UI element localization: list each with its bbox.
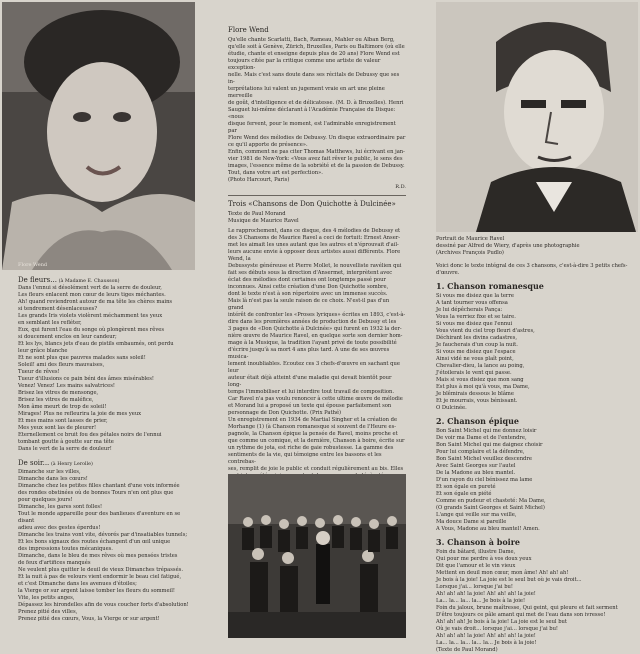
essay-line: dont le texte n'est à son répertoire avec un immense succès. [228, 291, 388, 297]
lyric-line: Je lui dépêcherais Pança: [436, 307, 503, 313]
poem-line: Les grands Iris violets violèrent méchamment tes yeux [18, 313, 163, 320]
lyric-line: La... la... la... la... la... Je bois à la joie! [436, 640, 537, 646]
lyric-line: Mais si vous disiez que mon sang [436, 377, 524, 383]
lyric-line: Pour lui complaire et la défendre, [436, 449, 525, 455]
author-initials: R.D. [395, 184, 406, 190]
poem-line: Et les lys, blancs jets d'eau de pistils embaumés, ont perdu [18, 341, 174, 348]
bio-line: de goût, d'intelligence et de délicatesse. (M. D. à Bruxelles). Henri [228, 100, 404, 106]
bio-line: vier 1981 de New-York: «Vous avez fait rêver le public, le sens des [228, 156, 403, 162]
song-title: 1. Chanson romanesque [436, 281, 544, 291]
bio-line: (Photo Harcourt, Paris) [228, 177, 290, 183]
essay-line: un rythme de jota, est riche de gaie robustesse. La gamme des [228, 445, 394, 451]
poem-line: Brisez les vitres de maléfice, [18, 397, 94, 404]
essay-line: fait ses débuts sous la direction d'Ansermet, interprètent avec [228, 270, 393, 276]
poem-line: la Vierge or sur argent laisse tomber les fleurs du sommeil! [18, 587, 175, 594]
bio-line: qu'elle soit à Genève, Zürich, Bruxelles, Paris ou Baltimore (où elle [228, 44, 405, 50]
essay-line: auteur était déjà atteint d'une maladie qui devait bientôt pour long- [228, 375, 392, 388]
lyric-line: Bon Saint Michel qui me donnez loisir [436, 428, 537, 434]
poem-line: adieu avec des gestes éperdus! [18, 524, 101, 531]
biography-text [228, 37, 406, 184]
poem-line: Dimanche les trains vont vite, dévorés par d'insatiables tunnels; [18, 531, 188, 538]
lyric-line: Mettent en deuil mon cœur, mon âme! Ah! ah! ah! [436, 570, 569, 576]
poem-title: De soir... [18, 459, 50, 468]
poem-line: Ne veulent plus quitter le deuil de vieux Dimanches trépassés. [18, 566, 183, 573]
song-lyrics [436, 549, 632, 654]
portrait-caption: Portrait de Maurice Ravel [436, 236, 505, 242]
essay-text [228, 228, 406, 487]
essay-line: leurs aucune envie à opposer deux artistes aussi différents. Flore Wend, la [228, 249, 401, 262]
lyric-line: Vous vient du ciel trop fleuri d'astres, [436, 328, 535, 334]
lyric-line: Déchirant les divins cadastres, [436, 335, 518, 341]
poem-line: Mon âme meurt de trop de soleil! [18, 404, 107, 411]
essay-line: temps l'immobiliser et lui interdire tout travail de composition. [228, 389, 395, 395]
lyric-line: De voir ma Dame et de l'entendre, [436, 435, 527, 441]
lyric-line: D'un rayon du ciel bénissez ma lame [436, 477, 533, 483]
bio-line: terprétations lui valent un jugement vraie en art une pleine merveille [228, 86, 385, 99]
divider [228, 195, 406, 196]
music-credit: Musique de Maurice Ravel [228, 218, 299, 224]
lyric-line: Qui pour me perdre à vos doux yeux [436, 556, 532, 562]
song-title: 2. Chanson épique [436, 416, 519, 426]
poem-line: Mirages! Plus ne refleurira la joie de mes yeux [18, 411, 142, 418]
lyric-line: Ainsi vidé ne vous plaît point, [436, 356, 514, 362]
lyric-line: Je blêmirais dessous le blâme [436, 391, 514, 397]
poem-line: tombant goutte à goutte sur ma tête [18, 439, 114, 446]
bio-line: ce qu'il apporte de présence». [228, 142, 308, 148]
flore-wend-photo [2, 2, 195, 270]
bio-line: Qu'elle chante Scarlatti, Bach, Rameau, Mahler ou Alban Berg, [228, 37, 395, 43]
poem-line: Dimanche sur les villes, [18, 468, 81, 475]
essay-line: Morhange (1) (à Chanson romanesque si souvent de l'Heure es- [228, 424, 396, 430]
essay-line: éclat des mélodies dont certaines ont longtemps passé pour [228, 277, 386, 283]
song-title: 3. Chanson à boire [436, 537, 521, 547]
poem-line: Dans l'ennui si désolément vert de la serre de douleur, [18, 285, 162, 292]
lyric-line: Si vous me disiez que l'ennui [436, 321, 513, 327]
poem-line: Dimanche, dans le bleu de mes rêves où mes pensées tristes [18, 552, 178, 559]
woman-portrait-image [2, 2, 195, 270]
essay-line: intérêt de confronter les «Proses lyriques» écrites en 1893, c'est-à- [228, 312, 406, 318]
section-title-chansons: Trois «Chansons de Don Quichotte à Dulcinée» [228, 200, 396, 208]
lyric-line: Dit que l'amour et le vin vieux [436, 563, 516, 569]
poem-line: Mes yeux sont las de pleurer! [18, 425, 97, 432]
essay-line: dire dans les premières années de production de Debussy et les [228, 319, 397, 325]
essay-line: Car Ravel n'a pas voulu renoncer à cette ultime œuvre de mélodie [228, 396, 403, 402]
bio-line: disque fervent, pour le moment, est l'admirable enregistrement par [228, 121, 396, 134]
lyric-line: Si vous me disiez que la terre [436, 293, 514, 299]
song-lyrics [436, 428, 632, 533]
poem-line: Eternellement ce bruit fou des pétales noirs de l'ennui [18, 432, 162, 439]
lyric-line: A tant tourner vous offensa [436, 300, 508, 306]
lyric-line: Ah! ah! ah! la joie! Ah! ah! ah! la joie! [436, 633, 536, 639]
portrait-credit: dessiné par Alfred de Wiery, d'après une photographie [436, 243, 580, 249]
poem-line: Dimanche, les gares sont folles! [18, 503, 103, 510]
orchestra-photo [228, 474, 406, 638]
essay-line: et Morand lui a proposé un texte qui épouse parfaitement son [228, 403, 392, 409]
poem-line: Tout le monde appareille pour des banlieues d'aventure en se disant [18, 510, 181, 524]
poem-line: de feux d'artifices manqués [18, 559, 91, 566]
lyric-line: D'être toujours ce pâle amant qui met de l'eau dans son ivresse! [436, 612, 606, 618]
lyric-line: Foin du jaloux, brune maîtresse, Qui geint, qui pleure et fait serment [436, 605, 618, 611]
photo-caption: Flore Wend [18, 262, 48, 268]
left-column [18, 276, 196, 623]
essay-line: pagnole, la Chanson épique la pensée de Ravel, moins proche et [228, 431, 398, 437]
poem-line: Vite, les petits anges, [18, 594, 75, 601]
lyric-line: J'étoilerais le vent qui passe. [436, 370, 512, 376]
lyric-line: O Dulcinée. [436, 405, 467, 411]
poem-title: De fleurs... [18, 276, 57, 284]
lyric-line: Foin du bâtard, illustre Dame, [436, 549, 516, 555]
lyric-line: De la Madone au bleu mantel. [436, 470, 516, 476]
essay-line: des 3 Chansons de Maurice Ravel a ceci de fortuit: Ernest Anser- [228, 235, 400, 241]
section-title-flore-wend: Flore Wend [228, 26, 269, 34]
poem-line: Dans le vert de la serre de douleur! [18, 446, 112, 453]
poem-line: Tueur de rêves! [18, 369, 60, 376]
poem-line: Dépassez les hirondelles afin de vous coucher forts d'absolution! [18, 601, 189, 608]
lyric-line: Bon Saint Michel veuillez descendre [436, 456, 532, 462]
poem-line: Dimanche dans les cœurs! [18, 475, 88, 482]
poem-dedication: (à Madame E. Chausson) [58, 279, 120, 284]
poem-line: Les fleurs enlacent mon cœur de leurs tiges méchantes. [18, 292, 166, 299]
poem-line: Tueur d'illusions ce pain béni des âmes misérables! [18, 376, 155, 383]
essay-line: que comme un comique, et la dernière, Chanson à boire, écrite sur [228, 438, 405, 444]
lyric-line: Lorsque j'ai... lorsque j'ai bu! [436, 584, 513, 590]
essay-line: d'écrire jusqu'à sa mort 4 ans plus tard. A une de ses œuvres musica- [228, 347, 390, 360]
lyric-line: (O grands Saint Georges et Saint Michel) [436, 505, 545, 511]
bio-line: étudie, chante et enseigne depuis plus de 20 ans) Flore Wend est [228, 51, 400, 57]
poem-line: Ah! quand reviendront autour de ma tête les chères mains [18, 299, 173, 306]
lyric-line: Bon Saint Michel qui me daignez choisir [436, 442, 543, 448]
lyric-line: Comme en pudeur et chasteté: Ma Dame, [436, 498, 546, 504]
essay-line: Le rapprochement, dans ce disque, des 4 mélodies de Debussy et [228, 228, 401, 234]
text-credit: Texte de Paul Morand [228, 211, 286, 217]
lyric-line: Avec Saint Georges sur l'autel [436, 463, 516, 469]
bio-line: toujours citée par la critique comme une artiste de valeur exception- [228, 58, 381, 71]
essay-line: inconnues. Ainsi cette création d'une Don Quichotte sombre, [228, 284, 389, 290]
poem-dedication: (à Henry Lerolle) [50, 462, 93, 468]
portrait-archive: (Archives François Pudlo) [436, 250, 504, 256]
essay-line: ses, remplit de joie le public et conduit régulièrement au bis. Elles [228, 466, 404, 472]
poem-lines [18, 285, 196, 453]
poem-line: Soleil! ami des fleurs mauvaises, [18, 362, 105, 369]
poem-de-fleurs [18, 276, 196, 453]
lyric-line: Et son égale en pureté [436, 484, 496, 490]
poem-line: Eux, qui furent l'eau du songe où plongèrent mes rêves [18, 327, 165, 334]
lyric-line: Je bois à la joie! La joie est le seul but où je vais droit... [436, 577, 582, 583]
man-portrait-drawing [436, 2, 638, 232]
lyric-line: Et je mourrais, vous bénissant. [436, 398, 518, 404]
lyric-line: Ah! ah! ah! la joie! Ah! ah! ah! la joie! [436, 591, 536, 597]
poem-line: si tendrement désenlaceuses? [18, 306, 98, 313]
poem-line: Prenez pitié des cœurs, Vous, la Vierge or sur argent! [18, 615, 160, 622]
poem-de-soir [18, 459, 196, 622]
bio-line: images, l'essence même de la sobriété et de la passion de Debussy. [228, 163, 405, 169]
poem-line: leur grâce blanche [18, 348, 68, 355]
essay-line: Mais là n'est pas la seule raison de ce choix. N'est-il pas d'un grand [228, 298, 390, 311]
essay-line: met les aimait les unes autant que les autres et n'éprouvait d'ail- [228, 242, 399, 248]
poem-line: et c'est Dimanche dans les avenues d'étoiles; [18, 580, 137, 587]
lyric-line: Ah! ah! ah! Je bois à la joie! La joie est le seul but [436, 619, 567, 625]
song-lyrics [436, 293, 632, 412]
poem-lines [18, 469, 196, 623]
orchestra-image [228, 474, 406, 638]
lyric-line: Et son égale en piété [436, 491, 492, 497]
poem-line: Brisez les vitres de mensonge, [18, 390, 99, 397]
lyric-line: A Vous, Madone au bleu mantel! Amen. [436, 526, 540, 532]
poem-line: Et la nuit à pas de velours vient endormir le beau ciel fatigué, [18, 573, 182, 580]
essay-line: Un enregistrement en 1934 de Martial Singher et la création de [228, 417, 398, 423]
essay-line: mage à la Musique, la tradition l'ayant privé de toute possibilité [228, 340, 397, 346]
poem-line: Prenez pitié des villes, [18, 608, 78, 615]
poem-line: des rondes obstinées où de bonnes Tours n'en ont plus que [18, 489, 174, 496]
bio-line: Sauguet lui-même déclarant à l'Académie Française du Disque: «nous [228, 107, 396, 120]
lyric-line: Est plus à moi qu'à vous, ma Dame, [436, 384, 530, 390]
lyric-line: (Texte de Paul Morand) [436, 647, 498, 653]
intro-text: Voici donc le texte intégral de ces 3 chansons, c'est-à-dire 3 petits chefs-d'œuvre. [436, 263, 628, 276]
bio-line: Enfin, comment ne pas citer Thomas Matthews, lui écrivant en jan- [228, 149, 405, 155]
lyric-line: Si vous me disiez que l'espace [436, 349, 516, 355]
lyric-line: L'ange qui veille sur ma veille, [436, 512, 517, 518]
poem-line: si doucement enclos en leur candeur; [18, 334, 117, 341]
essay-line: sentiments de la vie, qui témoigne entre les bassons et les contrebas- [228, 452, 382, 465]
ravel-portrait [436, 2, 638, 232]
lyric-line: Chevalier-dieu, la lance au poing, [436, 363, 525, 369]
poem-line: des impressions toutes mécaniques. [18, 545, 113, 552]
poem-line: Et mes mains sont lasses de prier, [18, 418, 108, 425]
right-column [436, 236, 632, 654]
poem-line: Venez! Venez! Les mains salvatrices! [18, 383, 115, 390]
lyric-line: Ma douce Dame si pareille [436, 519, 507, 525]
poem-line: Et les bons signaux des routes échangent d'un œil unique [18, 538, 171, 545]
lyric-line: La... la... la... la... Je bois à la joie! [436, 598, 526, 604]
essay-line: 3 pages de «Don Quichotte à Dulcinée» qui furent en 1932 la der- [228, 326, 402, 332]
lyric-line: Je faucherais d'un coup la nuit. [436, 342, 518, 348]
essay-line: nière œuvre de Maurice Ravel, en quelque sorte son dernier hom- [228, 333, 403, 339]
poem-line: Et ne sont plus que pauvres malades sans soleil! [18, 355, 146, 362]
bio-line: Flore Wend des mélodies de Debussy. Un disque extraordinaire par [228, 135, 406, 141]
bio-line: Tout, dans votre art est perfection». [228, 170, 323, 176]
poem-line: en semblant les refléter, [18, 320, 82, 327]
essay-line: lement inoubliables. Ecoutez ces 3 chefs-d'œuvre en sachant que leur [228, 361, 400, 374]
essay-line: personnage de Don Quichotte. (Prix Pathé) [228, 410, 342, 416]
poem-line: pour quelques jours! [18, 496, 73, 503]
lyric-line: Vous la verriez fixe et se taire. [436, 314, 516, 320]
poem-line: Dimanche chez les petites filles chantant d'une voix informée [18, 482, 180, 489]
essay-line: Debussyste généreuse et Pierre Mollet, le nouvelliste ravélien qui [228, 263, 402, 269]
lyric-line: Où je vais droit... lorsque j'ai... lorsque j'ai bu! [436, 626, 558, 632]
bio-line: nelle. Mais c'est sans doute dans ses récitals de Debussy que ses in- [228, 72, 400, 85]
